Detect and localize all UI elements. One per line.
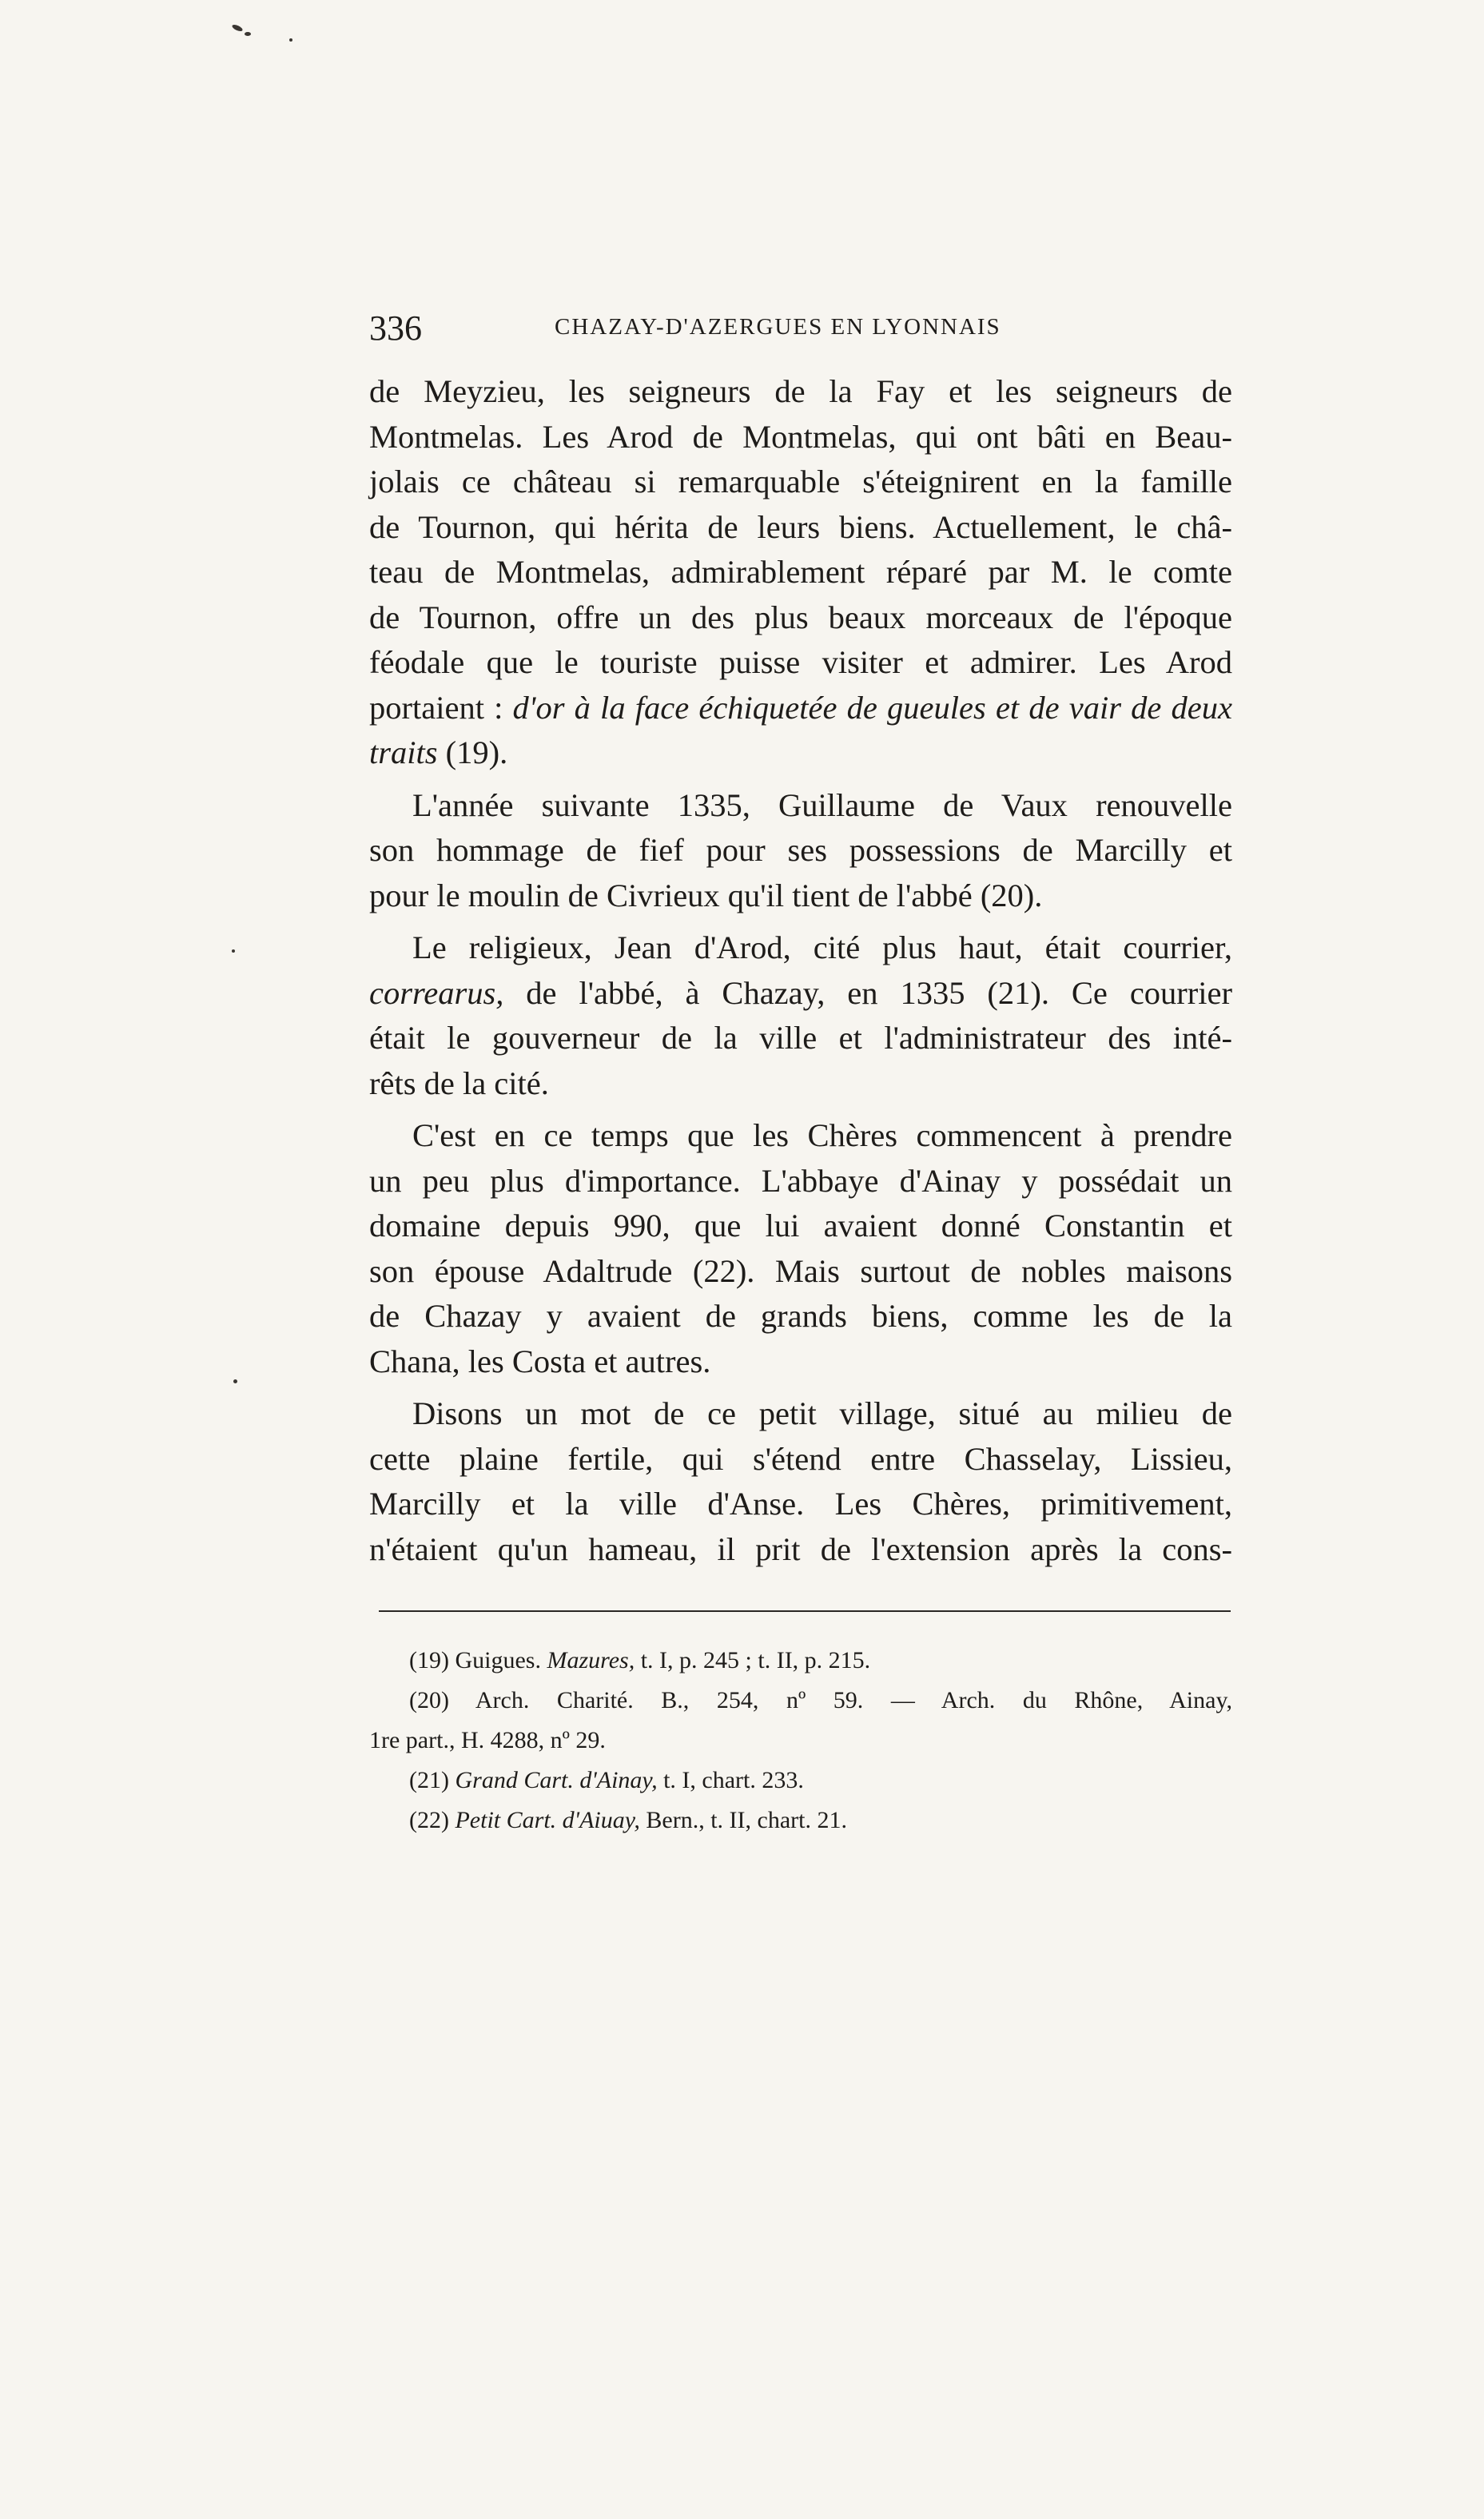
text-line — [369, 971, 1232, 1017]
paragraph-3 — [369, 925, 1232, 1106]
page-header — [369, 308, 1232, 356]
paragraph-1 — [369, 369, 1232, 776]
ink-speck — [289, 38, 292, 42]
running-title: CHAZAY-D'AZERGUES EN LYONNAIS — [555, 314, 1001, 340]
text-line: cette plaine fertile, qui s'étend entre Chasselay, Lissieu, — [369, 1440, 1232, 1477]
body-text — [369, 369, 1232, 1572]
footnote-text: (19) Guigues. — [409, 1647, 547, 1673]
footnote-italic: Petit Cart. d'Aiuay, — [455, 1807, 640, 1833]
italic-term: correarus, — [369, 974, 504, 1011]
footnote-21 — [369, 1761, 1232, 1801]
text-fragment: portaient : — [369, 689, 513, 726]
ink-speck — [245, 32, 251, 36]
italic-blazon: traits — [369, 734, 438, 770]
paragraph-4 — [369, 1113, 1232, 1384]
text-line: de Tournon, offre un des plus beaux morceaux de l'époque — [369, 599, 1232, 635]
text-line: son hommage de fief pour ses possessions de Marcilly et — [369, 832, 1232, 868]
text-line — [369, 686, 1232, 731]
ink-speck — [233, 1379, 237, 1383]
footnote-divider — [379, 1610, 1231, 1612]
text-fragment: de l'abbé, à Chazay, en 1335 (21). Ce courrier — [503, 974, 1232, 1011]
text-line: Disons un mot de ce petit village, situé au milieu de — [412, 1395, 1232, 1431]
footnote-text: t. I, chart. 233. — [657, 1767, 804, 1793]
text-line: Le religieux, Jean d'Arod, cité plus haut, était courrier, — [412, 929, 1232, 965]
text-line: n'étaient qu'un hameau, il prit de l'extension après la cons- — [369, 1530, 1232, 1567]
footnote-text: Bern., t. II, chart. 21. — [639, 1807, 847, 1833]
text-line: un peu plus d'importance. L'abbaye d'Ainay y possédait un — [369, 1162, 1232, 1199]
text-line: domaine depuis 990, que lui avaient donné Constantin et — [369, 1208, 1232, 1244]
text-line: féodale que le touriste puisse visiter et admirer. Les Arod — [369, 644, 1232, 680]
paragraph-5 — [369, 1391, 1232, 1572]
page-number: 336 — [369, 308, 422, 348]
text-line: était le gouverneur de la ville et l'administrateur des inté- — [369, 1020, 1232, 1056]
ink-speck — [232, 949, 235, 953]
text-line: C'est en ce temps que les Chères commencent à prendre — [412, 1117, 1232, 1153]
footnote-20: (20) Arch. Charité. B., 254, nº 59. — Arch. du Rhône, Ainay, — [409, 1687, 1232, 1713]
text-line: de Chazay y avaient de grands biens, comme les de la — [369, 1298, 1232, 1334]
text-line: de Tournon, qui hérita de leurs biens. Actuellement, le châ- — [369, 508, 1232, 545]
text-line: L'année suivante 1335, Guillaume de Vaux renouvelle — [412, 786, 1232, 823]
text-line: Montmelas. Les Arod de Montmelas, qui ont bâti en Beau- — [369, 418, 1232, 455]
text-line: de Meyzieu, les seigneurs de la Fay et les seigneurs de — [369, 373, 1232, 409]
ink-speck — [231, 23, 243, 32]
footnotes — [369, 1641, 1232, 1841]
text-line: pour le moulin de Civrieux qu'il tient de l'abbé (20). — [369, 877, 1043, 913]
footnote-italic: Grand Cart. d'Ainay, — [455, 1767, 658, 1793]
text-line: son épouse Adaltrude (22). Mais surtout de nobles maisons — [369, 1252, 1232, 1289]
text-line: rêts de la cité. — [369, 1065, 549, 1101]
footnote-text: (22) — [409, 1807, 456, 1833]
footnote-italic: Mazures, — [547, 1647, 635, 1673]
paragraph-2 — [369, 783, 1232, 919]
text-line: Chana, les Costa et autres. — [369, 1343, 711, 1379]
footnote-19 — [369, 1641, 1232, 1681]
text-fragment: (19). — [437, 734, 508, 770]
footnote-text: t. I, p. 245 ; t. II, p. 215. — [635, 1647, 871, 1673]
footnote-20-continued: 1re part., H. 4288, nº 29. — [369, 1727, 606, 1753]
text-line: teau de Montmelas, admirablement réparé par M. le comte — [369, 554, 1232, 590]
text-line: jolais ce château si remarquable s'éteignirent en la famille — [369, 464, 1232, 499]
footnote-text: (21) — [409, 1767, 456, 1793]
italic-blazon: d'or à la face échiquetée de gueules et de vair de deux — [512, 689, 1232, 726]
text-line — [369, 730, 1232, 776]
text-line: Marcilly et la ville d'Anse. Les Chères, primitivement, — [369, 1486, 1232, 1522]
footnote-22 — [369, 1801, 1232, 1841]
